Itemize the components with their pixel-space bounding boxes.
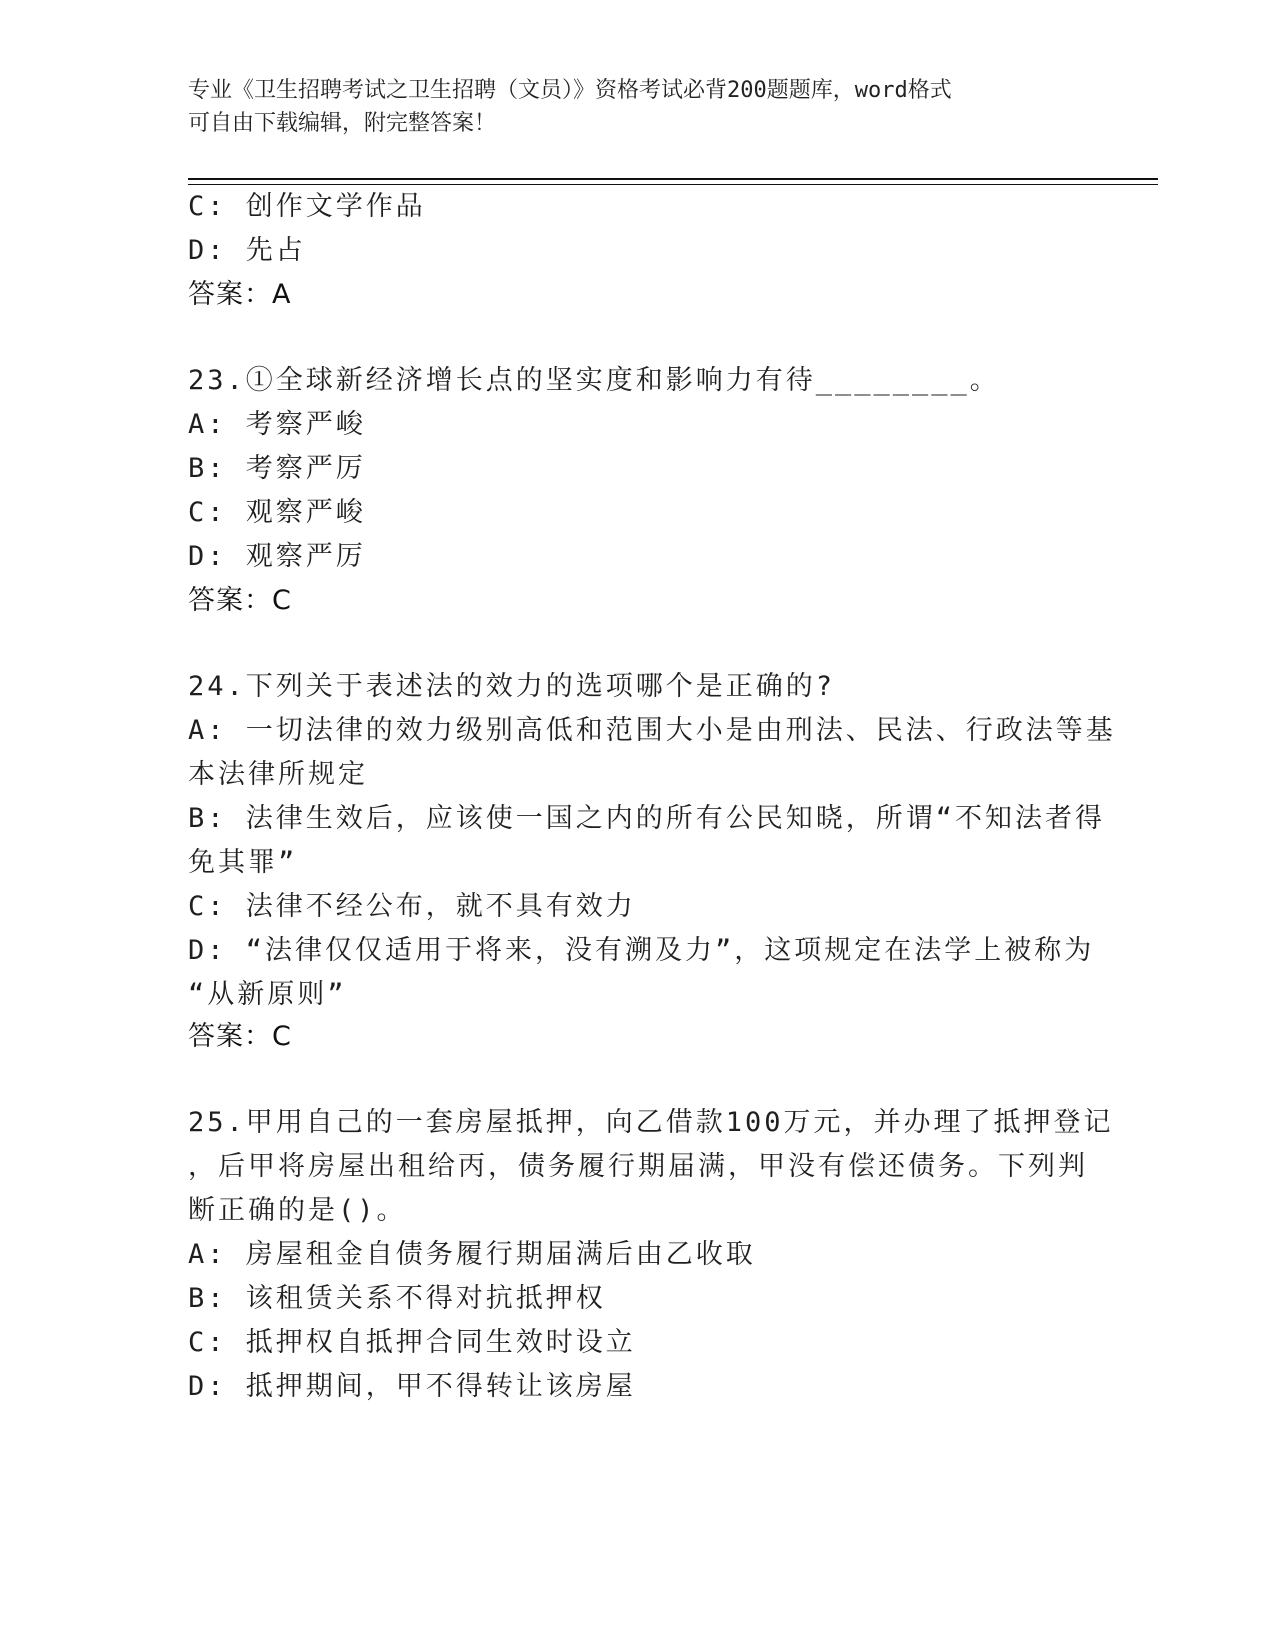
q25-option-b: B: 该租赁关系不得对抗抵押权 [188, 1283, 606, 1314]
header-rule-thick [188, 178, 1158, 180]
q24-option-b-line-1: B: 法律生效后，应该使一国之内的所有公民知晓，所谓“不知法者得 [188, 803, 1106, 834]
q24-option-a-line-1: A: 一切法律的效力级别高低和范围大小是由刑法、民法、行政法等基 [188, 715, 1116, 746]
q25-stem-line-2: ，后甲将房屋出租给丙，债务履行期届满，甲没有偿还债务。下列判 [188, 1151, 1088, 1182]
q25-stem-line-3: 断正确的是()。 [188, 1195, 407, 1226]
q24-option-a-line-2: 本法律所规定 [188, 759, 368, 790]
q23-option-a: A: 考察严峻 [188, 409, 366, 440]
q24-option-d-line-2: “从新原则” [188, 979, 347, 1010]
page-header [188, 74, 1088, 140]
prev-option-c: C: 创作文学作品 [188, 191, 426, 222]
q24-answer: 答案：C [188, 1021, 292, 1052]
q24-option-b-line-2: 免其罪” [188, 847, 298, 878]
q23-answer: 答案：C [188, 585, 292, 616]
q25-option-c: C: 抵押权自抵押合同生效时设立 [188, 1327, 636, 1358]
q23-option-d: D: 观察严厉 [188, 541, 366, 572]
q24-stem: 24.下列关于表述法的效力的选项哪个是正确的? [188, 671, 836, 702]
header-title-line-2: 可自由下载编辑，附完整答案！ [188, 111, 497, 136]
prev-answer: 答案：A [188, 279, 292, 310]
header-title-line-1: 专业《卫生招聘考试之卫生招聘（文员）》资格考试必背200题题库，word格式 [188, 78, 952, 103]
q23-option-b: B: 考察严厉 [188, 453, 366, 484]
q25-option-a: A: 房屋租金自债务履行期届满后由乙收取 [188, 1239, 756, 1270]
q24-option-c: C: 法律不经公布，就不具有效力 [188, 891, 636, 922]
prev-option-d: D: 先占 [188, 235, 306, 266]
q24-option-d-line-1: D: “法律仅仅适用于将来，没有溯及力”，这项规定在法学上被称为 [188, 935, 1095, 966]
q23-stem: 23.①全球新经济增长点的坚实度和影响力有待________。 [188, 365, 1000, 396]
q25-option-d: D: 抵押期间，甲不得转让该房屋 [188, 1371, 636, 1402]
q23-option-c: C: 观察严峻 [188, 497, 366, 528]
q25-stem-line-1: 25.甲用自己的一套房屋抵押，向乙借款100万元，并办理了抵押登记 [188, 1107, 1114, 1138]
